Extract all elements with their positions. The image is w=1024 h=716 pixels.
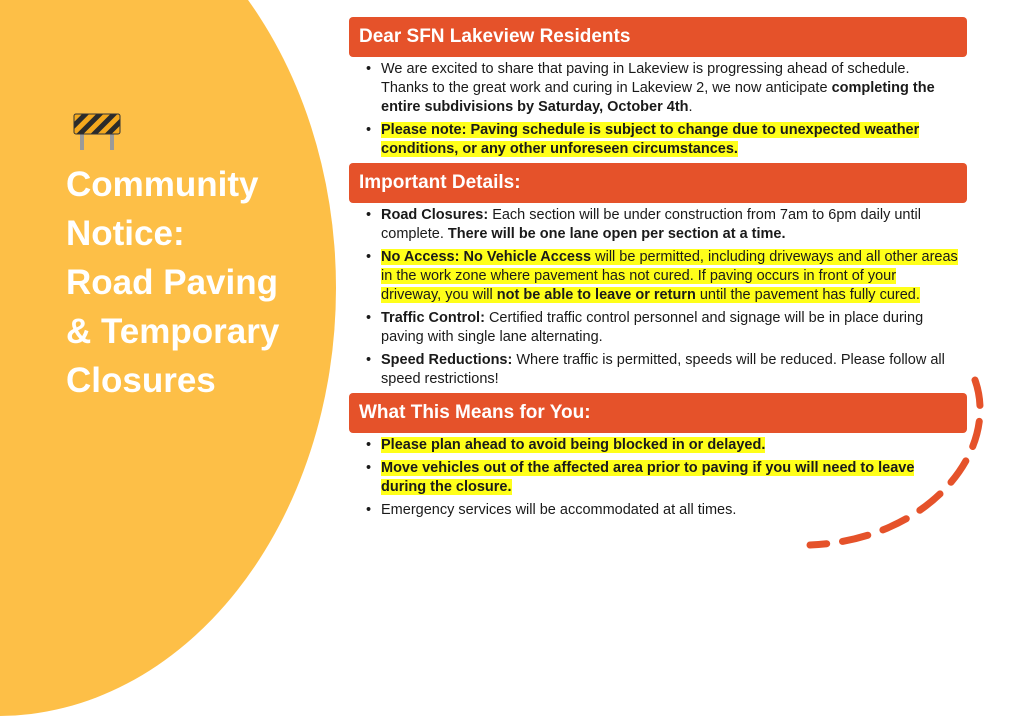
- bullet-list: [349, 60, 967, 159]
- list-item-text: [381, 437, 765, 453]
- list-item-text: [381, 310, 923, 345]
- list-item-text: [381, 122, 919, 157]
- text-run: Each section will be under construction from 7am to 6pm daily until complete.: [381, 207, 921, 242]
- section-header: Dear SFN Lakeview Residents: [349, 17, 967, 57]
- bold-text: No Access: No Vehicle Access: [381, 249, 592, 265]
- section-header: Important Details:: [349, 163, 967, 203]
- section-residents: [349, 17, 967, 159]
- list-item: [381, 459, 967, 497]
- text-run: Emergency services will be accommodated at all times.: [381, 502, 737, 518]
- list-item: [381, 501, 967, 520]
- text-run: Where traffic is permitted, speeds will be reduced. Please follow all speed restrictions!: [381, 352, 945, 387]
- notice-content: [349, 17, 967, 524]
- text-run: Certified traffic control personnel and signage will be in place during paving with single lane alternating.: [381, 310, 924, 345]
- section-what-this-means: [349, 393, 967, 520]
- list-item: [381, 248, 967, 305]
- title-line: & Temporary: [66, 312, 280, 351]
- list-item-text: [381, 502, 736, 518]
- list-item-text: [381, 460, 914, 495]
- list-item-text: [381, 207, 921, 242]
- bold-text: Please plan ahead to avoid being blocked in or delayed.: [381, 437, 766, 453]
- bold-text: Traffic Control:: [381, 310, 485, 326]
- section-header: What This Means for You:: [349, 393, 967, 433]
- list-item: [381, 206, 967, 244]
- bullet-list: [349, 436, 967, 520]
- construction-barrier-icon: [72, 110, 122, 152]
- bold-text: There will be one lane open per section at a time.: [447, 226, 786, 242]
- list-item-text: [381, 249, 958, 303]
- bold-text: Speed Reductions:: [381, 352, 513, 368]
- page-title: [66, 160, 336, 405]
- list-item: [381, 60, 967, 117]
- list-item: [381, 309, 967, 347]
- list-item-text: [381, 352, 945, 387]
- bold-text: Please note: Paving schedule is subject to change due to unexpected weather conditions, or any other unforeseen circumstances.: [381, 122, 920, 157]
- title-line: Road Paving: [66, 263, 278, 302]
- bold-text: not be able to leave or return: [496, 287, 696, 303]
- bold-text: Road Closures:: [381, 207, 489, 223]
- title-line: Community: [66, 165, 259, 204]
- text-run: We are excited to share that paving in Lakeview is progressing ahead of schedule. Thanks to the great work and curing in Lakeview 2, we now anticipate: [381, 61, 910, 96]
- bullet-list: [349, 206, 967, 389]
- text-run: will be permitted, including driveways and all other areas in the work zone where pavement has not cured. If paving occurs in front of your driveway, you will: [381, 249, 958, 303]
- text-run: until the pavement has fully cured.: [695, 287, 920, 303]
- bold-text: completing the entire subdivisions by Saturday, October 4th: [381, 80, 935, 115]
- title-line: Closures: [66, 361, 216, 400]
- text-run: .: [688, 99, 693, 115]
- list-item: [381, 121, 967, 159]
- list-item-text: [381, 61, 935, 115]
- section-important-details: [349, 163, 967, 389]
- bold-text: Move vehicles out of the affected area prior to paving if you will need to leave during the closure.: [381, 460, 915, 495]
- list-item: [381, 436, 967, 455]
- list-item: [381, 351, 967, 389]
- title-line: Notice:: [66, 214, 185, 253]
